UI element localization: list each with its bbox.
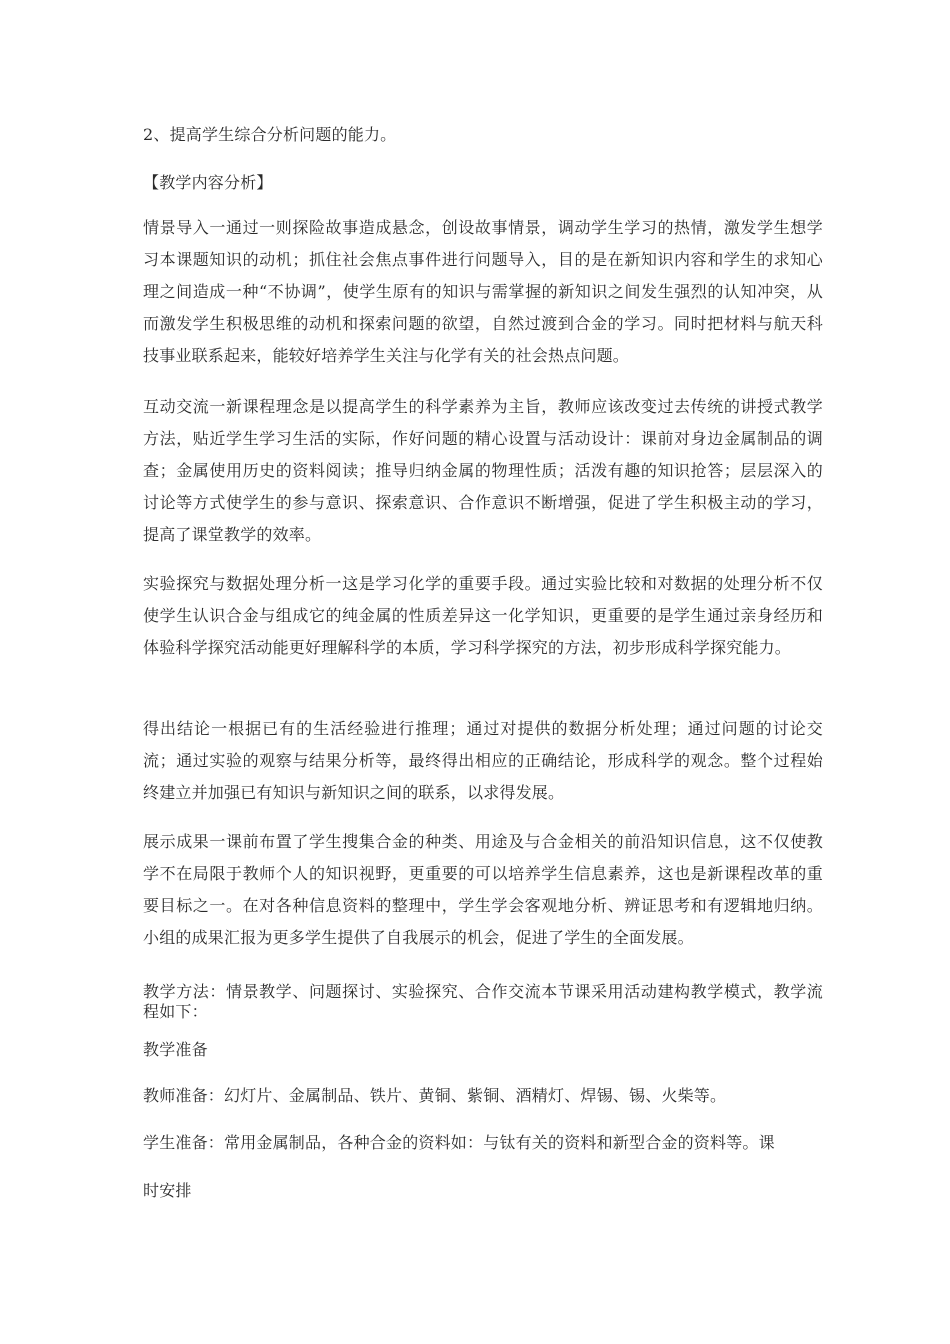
scenario-intro-paragraph: 情景导入一通过一则探险故事造成悬念，创设故事情景，调动学生学习的热情，激发学生想学习本课题知识的动机；抓住社会焦点事件进行问题导入，目的是在新知识内容和学生的求知心理之间造成一种“不协调”，使学生原有的知识与需掌握的新知识之间发生强烈的认知冲突，从而激发学生积极思维的动机和探索问题的欲望，自然过渡到合金的学习。同时把材料与航天科技事业联系起来，能较好培养学生关注与化学有关的社会热点问题。	[143, 218, 823, 365]
experiment-analysis-paragraph: 实验探究与数据处理分析一这是学习化学的重要手段。通过实验比较和对数据的处理分析不仅使学生认识合金与组成它的纯金属的性质差异这一化学知识，更重要的是学生通过亲身经历和体验科学探究活动能更好理解科学的本质，学习科学探究的方法，初步形成科学探究能力。	[143, 574, 823, 657]
student-prep-paragraph: 学生准备：常用金属制品，各种合金的资料如：与钛有关的资料和新型合金的资料等。课	[143, 1133, 775, 1152]
objective-2-paragraph: 2、提高学生综合分析问题的能力。	[143, 125, 397, 144]
teacher-prep-paragraph: 教师准备：幻灯片、金属制品、铁片、黄铜、紫铜、酒精灯、焊锡、锡、火柴等。	[143, 1086, 727, 1105]
teaching-methods-paragraph: 教学方法：情景教学、问题探讨、实验探究、合作交流本节课采用活动建构教学模式，教学流程如下：	[143, 982, 823, 1021]
draw-conclusion-paragraph: 得出结论一根据已有的生活经验进行推理；通过对提供的数据分析处理；通过问题的讨论交流；通过实验的观察与结果分析等，最终得出相应的正确结论，形成科学的观念。整个过程始终建立并加强已有知识与新知识之间的联系，以求得发展。	[143, 719, 823, 802]
section-heading: 【教学内容分析】	[143, 173, 273, 192]
schedule-heading: 时安排	[143, 1181, 192, 1200]
interactive-exchange-paragraph: 互动交流一新课程理念是以提高学生的科学素养为主旨，教师应该改变过去传统的讲授式教学方法，贴近学生学习生活的实际，作好问题的精心设置与活动设计：课前对身边金属制品的调查；金属使用历史的资料阅读；推导归纳金属的物理性质；活泼有趣的知识抢答；层层深入的讨论等方式使学生的参与意识、探索意识、合作意识不断增强，促进了学生积极主动的学习，提高了课堂教学的效率。	[143, 397, 823, 544]
show-results-paragraph: 展示成果一课前布置了学生搜集合金的种类、用途及与合金相关的前沿知识信息，这不仅使教学不在局限于教师个人的知识视野，更重要的可以培养学生信息素养，这也是新课程改革的重要目标之一。在对各种信息资料的整理中，学生学会客观地分析、辨证思考和有逻辑地归纳。小组的成果汇报为更多学生提供了自我展示的机会，促进了学生的全面发展。	[143, 832, 823, 947]
teaching-prep-heading: 教学准备	[143, 1040, 208, 1059]
